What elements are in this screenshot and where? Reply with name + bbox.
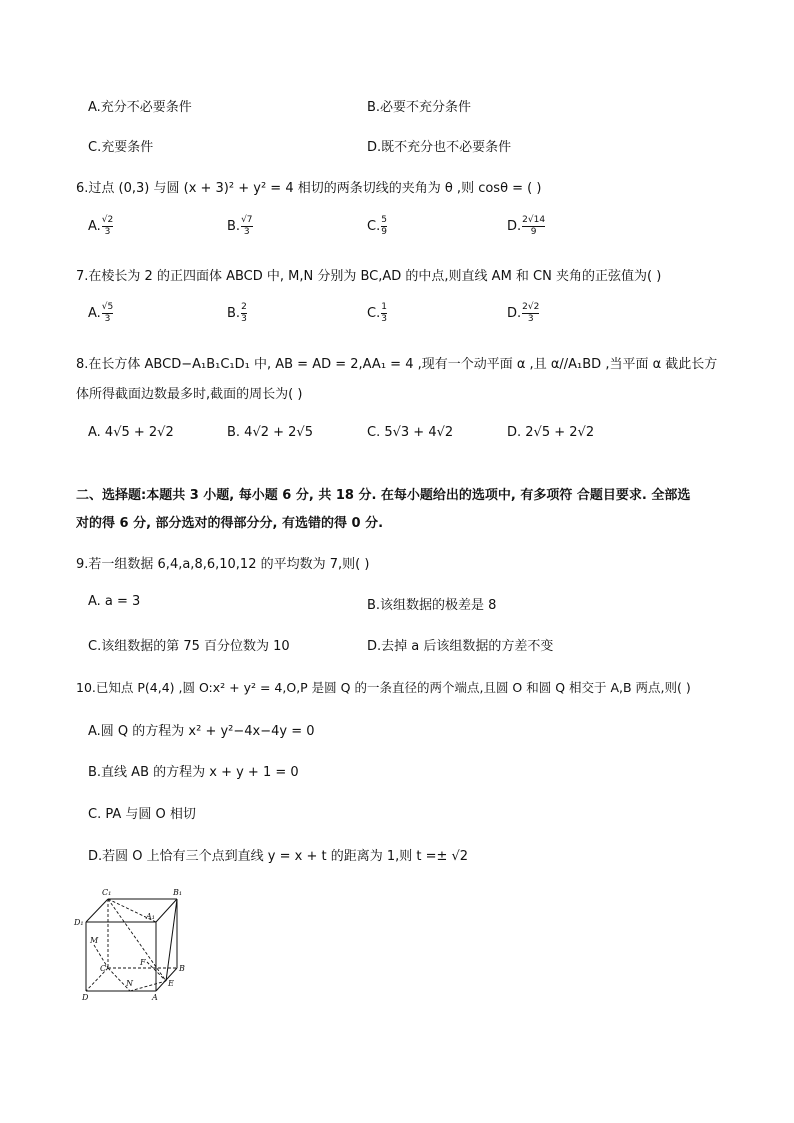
q10-option-d: D.若圆 O 上恰有三个点到直线 y = x + t 的距离为 1,则 t =± √2 (88, 849, 469, 864)
q7-stem: 7.在棱长为 2 的正四面体 ABCD 中, M,N 分别为 BC,AD 的中点,则直线 AM 和 CN 夹角的正弦值为( ) (76, 269, 662, 284)
label-f: F (140, 958, 146, 967)
q8-stem-line2: 体所得截面边数最多时,截面的周长为( ) (76, 387, 303, 402)
q7-option-c: C. $\frac{1}{3}$ (367, 302, 387, 324)
q6-option-b: B. $\frac{√7}{3}$ (227, 215, 253, 237)
cube-figure (72, 885, 192, 1003)
label-e: E (168, 979, 174, 988)
label-b1: B₁ (173, 888, 183, 897)
q7-option-d: D. $\frac{2√2}{3}$ (507, 302, 540, 324)
edge-b1-a1 (156, 899, 177, 922)
q8-option-d: D. 2√5 + 2√2 (507, 425, 595, 440)
label-d1: D₁ (74, 918, 84, 927)
q8-stem-line1: 8.在长方体 ABCD−A₁B₁C₁D₁ 中, AB = AD = 2,AA₁ = 4 ,现有一个动平面 α ,且 α//A₁BD ,当平面 α 截此长方 (76, 357, 718, 372)
label-m: M (90, 936, 99, 945)
diag-c1-e (108, 899, 166, 981)
q10-option-b: B.直线 AB 的方程为 x + y + 1 = 0 (88, 765, 299, 780)
q7-option-b: B. $\frac{2}{3}$ (227, 302, 247, 324)
q10-option-a: A.圆 Q 的方程为 x² + y²−4x−4y = 0 (88, 724, 315, 739)
q9-stem: 9.若一组数据 6,4,a,8,6,10,12 的平均数为 7,则( ) (76, 557, 370, 572)
q10-stem: 10.已知点 P(4,4) ,圆 O:x² + y² = 4,O,P 是圆 Q 的一条直径的两个端点,且圆 O 和圆 Q 相交于 A,B 两点,则( ) (76, 680, 691, 695)
q9-option-a: A. a = 3 (88, 594, 141, 609)
q6-option-a: A. $\frac{√2}{3}$ (88, 215, 114, 237)
q8-option-b: B. 4√2 + 2√5 (227, 425, 313, 440)
q5-option-c: C.充要条件 (88, 140, 154, 155)
q5-option-a: A.充分不必要条件 (88, 100, 192, 115)
label-a1: A₁ (146, 912, 155, 921)
q6-stem: 6.过点 (0,3) 与圆 (x + 3)² + y² = 4 相切的两条切线的夹角为 θ ,则 cosθ = ( ) (76, 181, 542, 196)
q9-option-c: C.该组数据的第 75 百分位数为 10 (88, 639, 290, 654)
label-b: B (179, 964, 185, 973)
q6-option-c: C. $\frac{5}{9}$ (367, 215, 387, 237)
q8-option-a: A. 4√5 + 2√2 (88, 425, 174, 440)
q9-option-d: D.去掉 a 后该组数据的方差不变 (367, 639, 554, 654)
q5-option-d: D.既不充分也不必要条件 (367, 140, 512, 155)
q9-option-b: B.该组数据的极差是 8 (367, 598, 497, 613)
label-c: C (100, 964, 107, 973)
label-a: A (152, 993, 158, 1002)
q10-option-c: C. PA 与圆 O 相切 (88, 807, 196, 822)
edge-c1-d1 (86, 899, 108, 922)
label-d: D (82, 993, 89, 1002)
seg-b1-e (166, 899, 177, 981)
section2-heading-line2: 对的得 6 分, 部分选对的得部分分, 有选错的得 0 分. (76, 516, 384, 531)
q6-option-d: D. $\frac{2√14}{9}$ (507, 215, 546, 237)
label-c1: C₁ (102, 888, 112, 897)
q7-option-a: A. $\frac{√5}{3}$ (88, 302, 114, 324)
label-n: N (126, 979, 133, 988)
section2-heading-line1: 二、选择题:本题共 3 小题, 每小题 6 分, 共 18 分. 在每小题给出的选项中, 有多项符 合题目要求. 全部选 (76, 488, 691, 503)
q8-option-c: C. 5√3 + 4√2 (367, 425, 454, 440)
q5-option-b: B.必要不充分条件 (367, 100, 472, 115)
